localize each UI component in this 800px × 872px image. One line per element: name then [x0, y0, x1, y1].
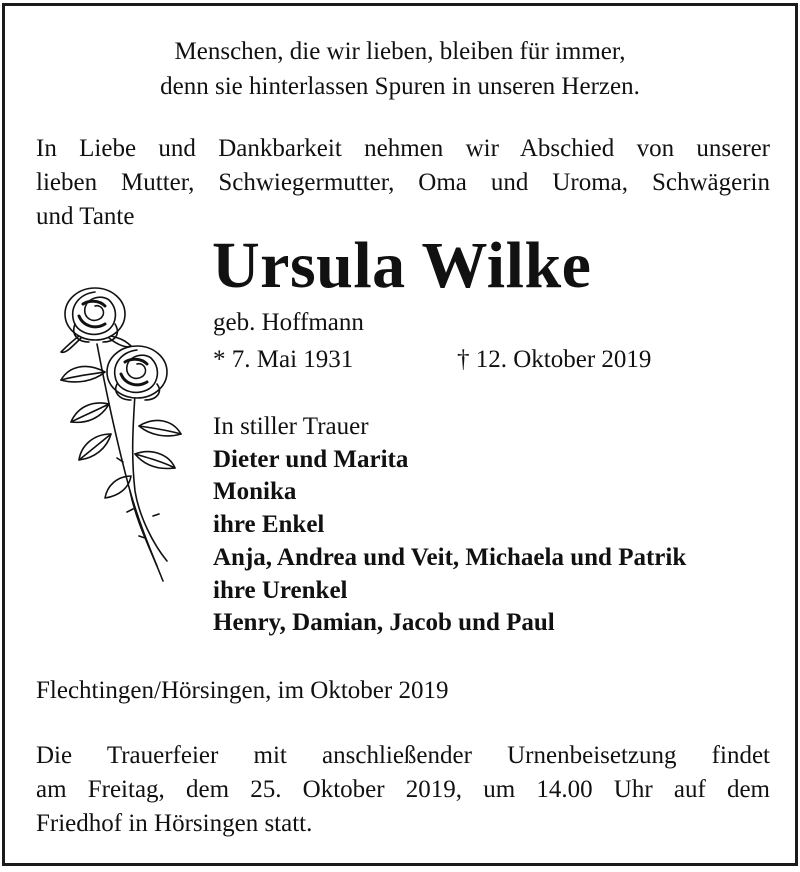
intro-line: lieben Mutter, Schwiegermutter, Oma und Uroma, Schwägerin — [36, 169, 770, 196]
mourner-entry: Henry, Damian, Jacob und Paul — [213, 609, 555, 637]
motto-line: denn sie hinterlassen Spuren in unseren Herzen. — [160, 73, 640, 100]
obituary-notice — [2, 3, 798, 866]
motto-line: Menschen, die wir lieben, bleiben für immer, — [174, 38, 626, 65]
mourners-list — [213, 411, 686, 640]
ceremony-info — [36, 739, 770, 841]
ceremony-line: Friedhof in Hörsingen statt. — [36, 810, 313, 837]
intro-line: und Tante — [36, 203, 135, 230]
mourner-label: ihre Enkel — [213, 511, 325, 539]
intro-text — [36, 132, 770, 234]
ceremony-line: am Freitag, dem 25. Oktober 2019, um 14.00 Uhr auf dem — [36, 776, 770, 803]
mourner-entry: Monika — [213, 478, 297, 506]
mourners-heading: In stiller Trauer — [213, 413, 369, 440]
motto — [5, 34, 795, 104]
birth-name: geb. Hoffmann — [213, 309, 364, 336]
mourner-label: ihre Urenkel — [213, 576, 348, 604]
ceremony-line: Die Trauerfeier mit anschließender Urnenbeisetzung findet — [36, 742, 770, 769]
mourner-entry: Dieter und Marita — [213, 445, 409, 473]
place-date: Flechtingen/Hörsingen, im Oktober 2019 — [36, 677, 449, 704]
death-date: † 12. Oktober 2019 — [457, 346, 652, 373]
mourner-entry: Anja, Andrea und Veit, Michaela und Patrik — [213, 543, 687, 571]
birth-date: * 7. Mai 1931 — [213, 346, 354, 373]
intro-line: In Liebe und Dankbarkeit nehmen wir Abschied von unserer — [36, 135, 770, 162]
deceased-name: Ursula Wilke — [212, 229, 592, 302]
rose-pair-icon — [35, 276, 195, 596]
